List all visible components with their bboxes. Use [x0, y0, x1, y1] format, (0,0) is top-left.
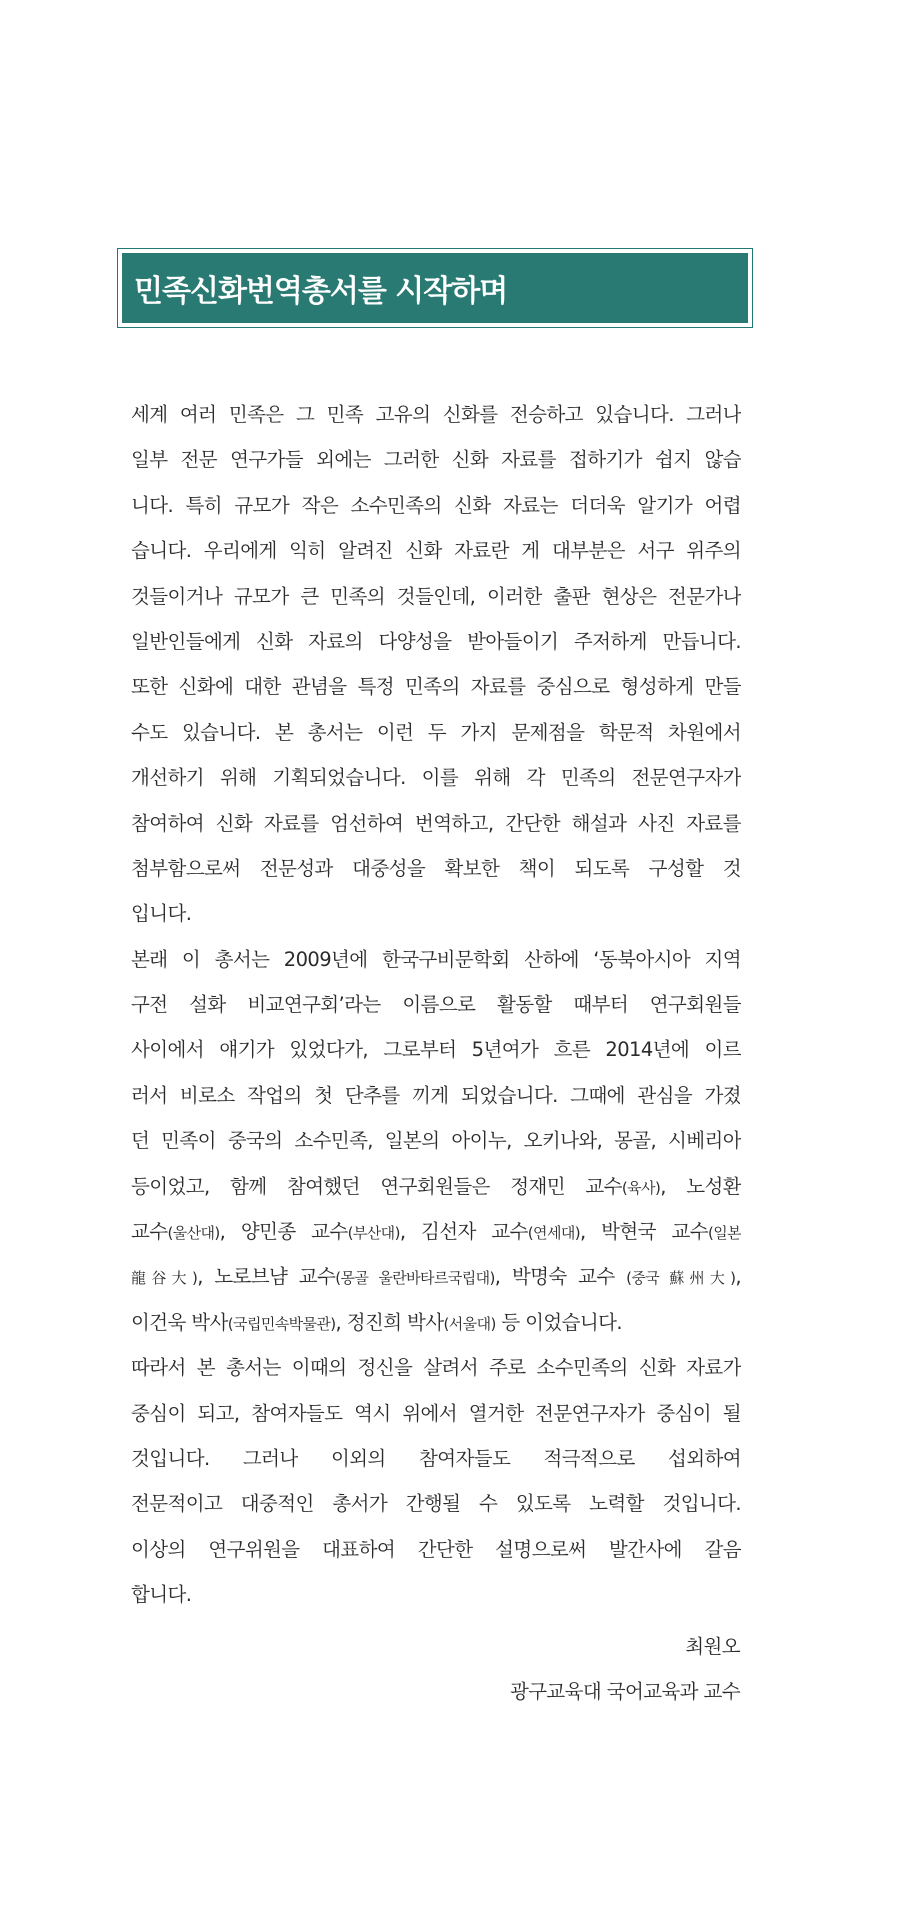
body-text-span: , 정진희 박사 — [335, 1310, 444, 1334]
body-line: 던 민족이 중국의 소수민족, 일본의 아이누, 오키나와, 몽골, 시베리아 — [131, 1129, 741, 1153]
body-text-span: 이건욱 박사 — [131, 1310, 228, 1334]
signature-block — [510, 1624, 740, 1714]
body-line: 니다. 특히 규모가 작은 소수민족의 신화 자료는 더더욱 알기가 어렵 — [131, 493, 741, 517]
body-line-participants — [131, 1164, 741, 1209]
body-line: 전문적이고 대중적인 총서가 간행될 수 있도록 노력할 것입니다. — [131, 1492, 741, 1516]
affiliation-note: (육사) — [621, 1178, 661, 1197]
body-line-participants — [131, 1300, 741, 1345]
affiliation-note: (국립민속박물관) — [227, 1314, 336, 1333]
signature-affiliation: 광구교육대 국어교육과 교수 — [509, 1680, 740, 1703]
body-line: 세계 여러 민족은 그 민족 고유의 신화를 전승하고 있습니다. 그러나 — [131, 403, 741, 426]
body-line-participants — [131, 1254, 741, 1299]
section-title-band — [122, 253, 748, 323]
body-line: 이상의 연구위원을 대표하여 간단한 설명으로써 발간사에 갈음 — [131, 1537, 741, 1561]
body-line: 것들이거나 규모가 큰 민족의 것들인데, 이러한 출판 현상은 전문가나 — [131, 584, 741, 608]
page-title: 민족신화번역총서를 시작하며 — [134, 274, 508, 309]
body-line: 구전 설화 비교연구회’라는 이름으로 활동할 때부터 연구회원들 — [131, 993, 741, 1017]
body-line: 일부 전문 연구가들 외에는 그러한 신화 자료를 접하기가 쉽지 않습 — [131, 448, 741, 472]
signature-name: 최원오 — [685, 1635, 740, 1658]
body-line: 참여하여 신화 자료를 엄선하여 번역하고, 간단한 해설과 사진 자료를 — [131, 811, 741, 835]
affiliation-note: (몽골 울란바타르국립대) — [335, 1269, 495, 1288]
section-title-box — [117, 248, 753, 328]
body-line-participants — [131, 1209, 741, 1254]
body-line: 또한 신화에 대한 관념을 특정 민족의 자료를 중심으로 형성하게 만들 — [131, 675, 741, 699]
body-text-span: 등이었고, 함께 참여했던 연구회원들은 정재민 교수 — [131, 1174, 622, 1198]
body-text-span: , 노로브냠 교수 — [197, 1265, 336, 1289]
affiliation-note: (일본 — [707, 1224, 741, 1243]
body-line: 개선하기 위해 기획되었습니다. 이를 위해 각 민족의 전문연구자가 — [131, 766, 741, 790]
body-line: 사이에서 얘기가 있었다가, 그로부터 5년여가 흐른 2014년에 이르 — [131, 1038, 741, 1062]
body-text-span: 교수 — [131, 1220, 168, 1244]
affiliation-note: (연세대) — [527, 1224, 580, 1243]
body-text-span: , 김선자 교수 — [399, 1220, 528, 1244]
body-line: 본래 이 총서는 2009년에 한국구비문학회 산하에 ‘동북아시아 지역 — [131, 947, 741, 971]
body-text-span: , 박명숙 교수 — [494, 1265, 627, 1289]
body-line: 것입니다. 그러나 이외의 참여자들도 적극적으로 섭외하여 — [131, 1446, 741, 1470]
body-line: 수도 있습니다. 본 총서는 이런 두 가지 문제점을 학문적 차원에서 — [131, 720, 741, 744]
affiliation-note: 龍谷大) — [131, 1269, 198, 1288]
body-line: 첨부함으로써 전문성과 대중성을 확보한 책이 되도록 구성할 것 — [131, 856, 741, 880]
body-text-span: , 양민종 교수 — [219, 1220, 348, 1244]
affiliation-note: (부산대) — [347, 1224, 400, 1243]
body-line: 입니다. — [131, 902, 192, 926]
body-text-span: , 노성환 — [660, 1174, 741, 1198]
body-line: 따라서 본 총서는 이때의 정신을 살려서 주로 소수민족의 신화 자료가 — [131, 1356, 741, 1380]
affiliation-note: (중국 蘇州大) — [626, 1269, 736, 1288]
affiliation-note: (울산대) — [167, 1224, 220, 1243]
body-text-span: , — [735, 1265, 741, 1289]
body-text-span: 등 이었습니다. — [495, 1310, 622, 1334]
body-line: 합니다. — [131, 1583, 192, 1607]
body-line: 중심이 되고, 참여자들도 역시 위에서 열거한 전문연구자가 중심이 될 — [131, 1401, 741, 1425]
body-line: 일반인들에게 신화 자료의 다양성을 받아들이기 주저하게 만듭니다. — [131, 629, 741, 653]
body-text — [131, 392, 741, 1618]
body-line: 러서 비로소 작업의 첫 단추를 끼게 되었습니다. 그때에 관심을 가졌 — [131, 1083, 741, 1107]
affiliation-note: (서울대) — [443, 1314, 496, 1333]
body-text-span: , 박현국 교수 — [579, 1220, 708, 1244]
body-line: 습니다. 우리에게 익히 알려진 신화 자료란 게 대부분은 서구 위주의 — [131, 539, 741, 563]
